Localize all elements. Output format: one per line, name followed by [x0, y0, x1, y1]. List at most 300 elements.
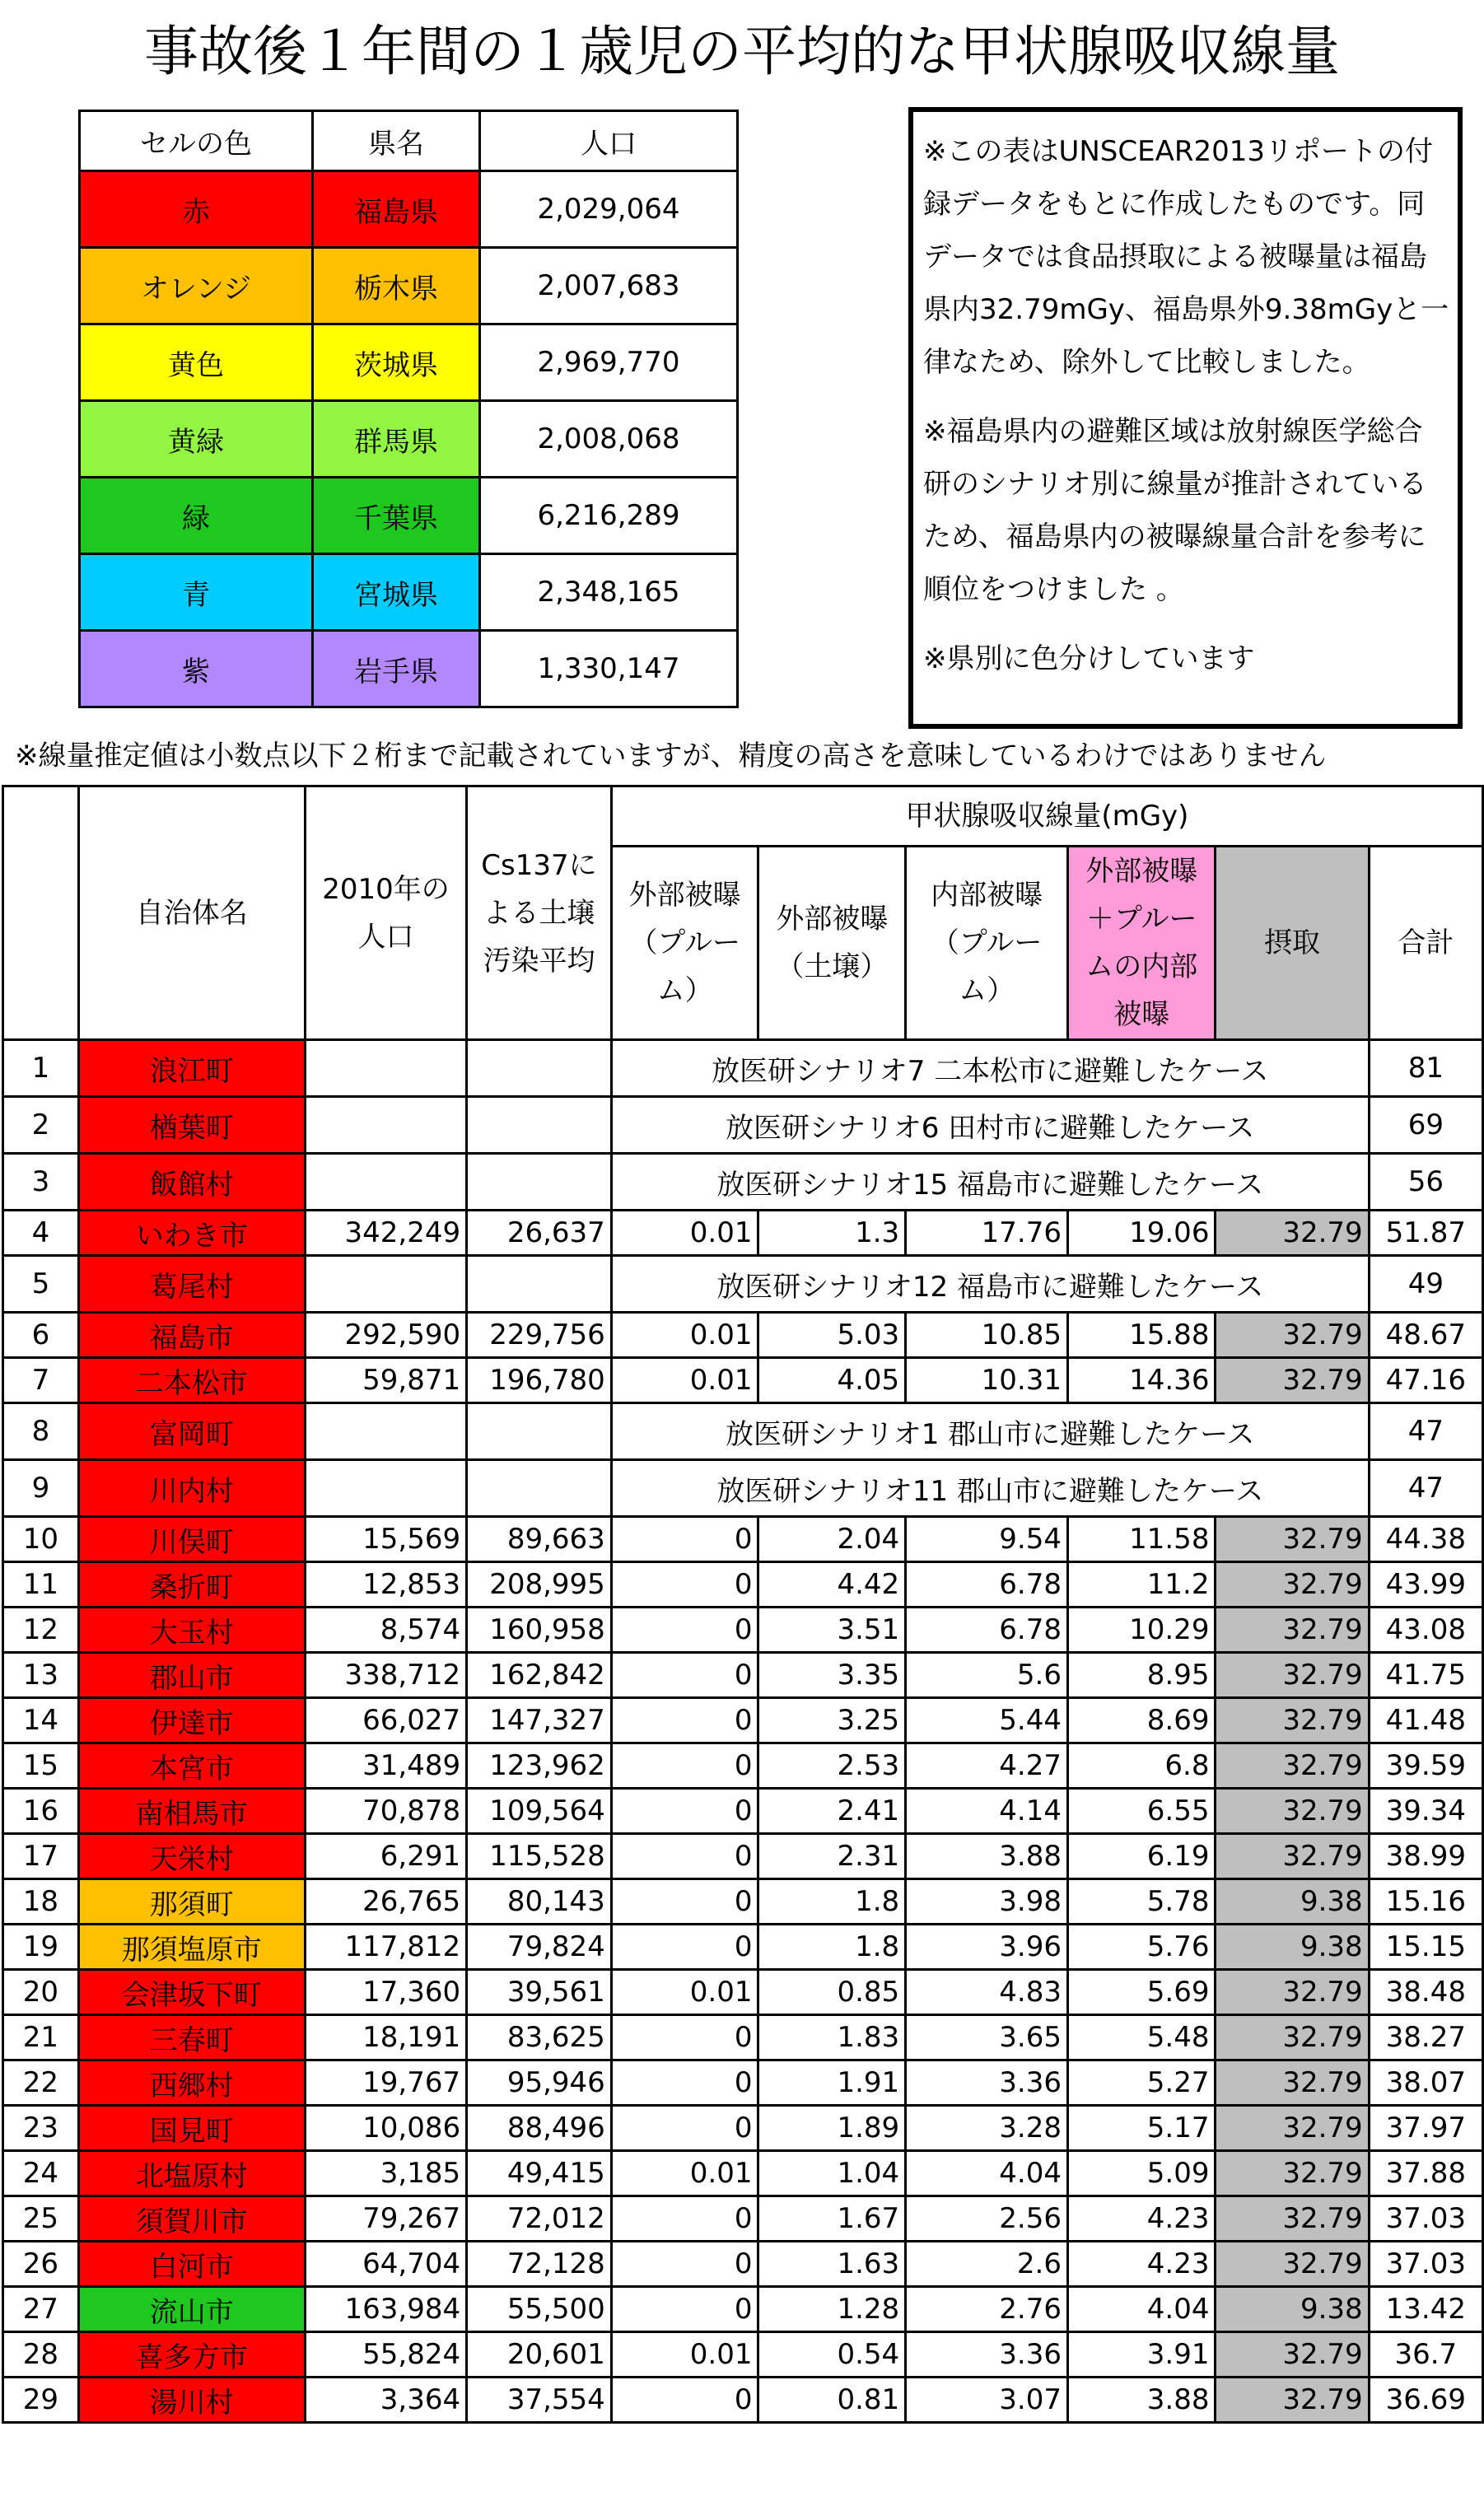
- total-cell: 48.67: [1369, 1313, 1482, 1358]
- scenario-cell: 放医研シナリオ15 福島市に避難したケース: [611, 1154, 1369, 1211]
- municipality-cell: 川俣町: [78, 1517, 305, 1562]
- ingest-cell: 32.79: [1216, 1211, 1369, 1256]
- note-2: ※福島県内の避難区域は放射線医学総合研のシナリオ別に線量が推計されているため、福島県内の被曝線量合計を参考に順位をつけました 。: [923, 415, 1427, 606]
- int-plume-cell: 2.56: [906, 2196, 1068, 2242]
- legend-pop: 2,348,165: [480, 554, 738, 631]
- ext-int-cell: 6.55: [1067, 1789, 1215, 1834]
- rank-cell: 26: [3, 2242, 79, 2287]
- rank-cell: 17: [3, 1834, 79, 1879]
- ext-int-cell: 8.69: [1067, 1698, 1215, 1743]
- pop-cell: 55,824: [305, 2332, 466, 2378]
- legend-pref: 群馬県: [313, 401, 480, 478]
- rank-cell: 5: [3, 1256, 79, 1313]
- cs-cell: 229,756: [467, 1313, 612, 1358]
- pop-cell: [305, 1154, 466, 1211]
- rank-cell: 12: [3, 1608, 79, 1653]
- ingest-cell: 32.79: [1216, 2015, 1369, 2060]
- ingest-cell: 32.79: [1216, 1698, 1369, 1743]
- legend-color-name: 青: [80, 554, 313, 631]
- total-cell: 36.69: [1369, 2378, 1482, 2423]
- ingest-cell: 32.79: [1216, 2106, 1369, 2151]
- municipality-cell: 浪江町: [78, 1040, 305, 1097]
- table-row: [3, 1879, 1483, 1925]
- legend-color-name: 黄色: [80, 324, 313, 401]
- municipality-cell: 北塩原村: [78, 2151, 305, 2196]
- ext-int-cell: 11.2: [1067, 1562, 1215, 1608]
- ext-soil-cell: 1.67: [758, 2196, 906, 2242]
- pop-cell: 66,027: [305, 1698, 466, 1743]
- ext-soil-cell: 3.25: [758, 1698, 906, 1743]
- ingest-cell: 32.79: [1216, 1789, 1369, 1834]
- pop-cell: 70,878: [305, 1789, 466, 1834]
- header-pop: 2010年の人口: [305, 786, 466, 1040]
- municipality-cell: 本宮市: [78, 1743, 305, 1789]
- total-cell: 39.59: [1369, 1743, 1482, 1789]
- total-cell: 47.16: [1369, 1358, 1482, 1403]
- int-plume-cell: 3.88: [906, 1834, 1068, 1879]
- total-cell: 38.07: [1369, 2060, 1482, 2106]
- legend-pop: 2,969,770: [480, 324, 738, 401]
- municipality-cell: 郡山市: [78, 1653, 305, 1698]
- total-cell: 38.27: [1369, 2015, 1482, 2060]
- municipality-cell: 那須塩原市: [78, 1925, 305, 1970]
- ext-plume-cell: 0: [611, 2378, 758, 2423]
- table-row: [3, 1970, 1483, 2015]
- ext-plume-cell: 0: [611, 1517, 758, 1562]
- ext-soil-cell: 2.31: [758, 1834, 906, 1879]
- int-plume-cell: 3.28: [906, 2106, 1068, 2151]
- legend-pref: 栃木県: [313, 248, 480, 324]
- page-title: 事故後１年間の１歳児の平均的な甲状腺吸収線量: [144, 20, 1340, 83]
- legend-color-name: 紫: [80, 631, 313, 707]
- ext-int-cell: 8.95: [1067, 1653, 1215, 1698]
- ext-int-cell: 5.09: [1067, 2151, 1215, 2196]
- total-cell: 38.48: [1369, 1970, 1482, 2015]
- table-row: [3, 1460, 1483, 1517]
- rank-cell: 16: [3, 1789, 79, 1834]
- ext-plume-cell: 0.01: [611, 1970, 758, 2015]
- ext-soil-cell: 2.04: [758, 1517, 906, 1562]
- ext-plume-cell: 0: [611, 1698, 758, 1743]
- total-cell: 37.97: [1369, 2106, 1482, 2151]
- table-row: [3, 2242, 1483, 2287]
- rank-cell: 20: [3, 1970, 79, 2015]
- municipality-cell: 西郷村: [78, 2060, 305, 2106]
- pop-cell: 17,360: [305, 1970, 466, 2015]
- ext-soil-cell: 4.42: [758, 1562, 906, 1608]
- ext-plume-cell: 0: [611, 1834, 758, 1879]
- municipality-cell: 川内村: [78, 1460, 305, 1517]
- table-row: [3, 1925, 1483, 1970]
- rank-cell: 24: [3, 2151, 79, 2196]
- ext-plume-cell: 0: [611, 2242, 758, 2287]
- total-cell: 15.16: [1369, 1879, 1482, 1925]
- ext-int-cell: 4.23: [1067, 2196, 1215, 2242]
- rank-cell: 13: [3, 1653, 79, 1698]
- legend-pref: 千葉県: [313, 478, 480, 554]
- cs-cell: 37,554: [467, 2378, 612, 2423]
- int-plume-cell: 17.76: [906, 1211, 1068, 1256]
- rank-cell: 14: [3, 1698, 79, 1743]
- ingest-cell: 32.79: [1216, 1313, 1369, 1358]
- ext-soil-cell: 1.8: [758, 1879, 906, 1925]
- ext-soil-cell: 3.35: [758, 1653, 906, 1698]
- scenario-cell: 放医研シナリオ6 田村市に避難したケース: [611, 1097, 1369, 1154]
- pop-cell: 8,574: [305, 1608, 466, 1653]
- ext-soil-cell: 1.63: [758, 2242, 906, 2287]
- rank-cell: 28: [3, 2332, 79, 2378]
- header-ingest: 摂取: [1216, 847, 1369, 1040]
- ext-plume-cell: 0.01: [611, 1358, 758, 1403]
- total-cell: 69: [1369, 1097, 1482, 1154]
- ext-plume-cell: 0: [611, 1608, 758, 1653]
- municipality-cell: 流山市: [78, 2287, 305, 2332]
- int-plume-cell: 9.54: [906, 1517, 1068, 1562]
- ingest-cell: 32.79: [1216, 1653, 1369, 1698]
- ext-soil-cell: 0.81: [758, 2378, 906, 2423]
- table-row: [3, 1789, 1483, 1834]
- cs-cell: [467, 1460, 612, 1517]
- ext-int-cell: 5.48: [1067, 2015, 1215, 2060]
- ext-int-cell: 3.91: [1067, 2332, 1215, 2378]
- ext-soil-cell: 1.83: [758, 2015, 906, 2060]
- cs-cell: 147,327: [467, 1698, 612, 1743]
- table-row: [3, 1653, 1483, 1698]
- rank-cell: 2: [3, 1097, 79, 1154]
- total-cell: 15.15: [1369, 1925, 1482, 1970]
- caveat-text: ※線量推定値は小数点以下２桁まで記載されていますが、精度の高さを意味しているわけではありません: [15, 740, 1327, 772]
- int-plume-cell: 4.04: [906, 2151, 1068, 2196]
- ingest-cell: 32.79: [1216, 1562, 1369, 1608]
- table-row: [3, 2287, 1483, 2332]
- rank-cell: 29: [3, 2378, 79, 2423]
- total-cell: 38.99: [1369, 1834, 1482, 1879]
- municipality-cell: 富岡町: [78, 1403, 305, 1460]
- legend-pref: 宮城県: [313, 554, 480, 631]
- cs-cell: [467, 1256, 612, 1313]
- header-ext-int: 外部被曝＋プルームの内部被曝: [1067, 847, 1215, 1040]
- cs-cell: 20,601: [467, 2332, 612, 2378]
- ext-int-cell: 4.04: [1067, 2287, 1215, 2332]
- total-cell: 47: [1369, 1460, 1482, 1517]
- cs-cell: 160,958: [467, 1608, 612, 1653]
- ext-soil-cell: 1.8: [758, 1925, 906, 1970]
- table-row: [3, 2196, 1483, 2242]
- note-3: ※県別に色分けしています: [923, 642, 1255, 675]
- municipality-cell: 天栄村: [78, 1834, 305, 1879]
- pop-cell: 3,364: [305, 2378, 466, 2423]
- table-row: [3, 1608, 1483, 1653]
- legend-row: [80, 324, 738, 401]
- ext-int-cell: 10.29: [1067, 1608, 1215, 1653]
- pop-cell: [305, 1460, 466, 1517]
- total-cell: 36.7: [1369, 2332, 1482, 2378]
- ingest-cell: 32.79: [1216, 1608, 1369, 1653]
- pop-cell: 31,489: [305, 1743, 466, 1789]
- total-cell: 13.42: [1369, 2287, 1482, 2332]
- legend-header: 県名: [313, 111, 480, 171]
- ext-plume-cell: 0.01: [611, 2332, 758, 2378]
- pop-cell: 3,185: [305, 2151, 466, 2196]
- total-cell: 47: [1369, 1403, 1482, 1460]
- pop-cell: [305, 1040, 466, 1097]
- header-group: 甲状腺吸収線量(mGy): [611, 786, 1482, 847]
- cs-cell: 95,946: [467, 2060, 612, 2106]
- ingest-cell: 32.79: [1216, 1517, 1369, 1562]
- ingest-cell: 32.79: [1216, 2196, 1369, 2242]
- header-total: 合計: [1369, 847, 1482, 1040]
- pop-cell: 26,765: [305, 1879, 466, 1925]
- rank-cell: 18: [3, 1879, 79, 1925]
- legend-header: セルの色: [80, 111, 313, 171]
- pop-cell: 64,704: [305, 2242, 466, 2287]
- municipality-cell: 南相馬市: [78, 1789, 305, 1834]
- cs-cell: 39,561: [467, 1970, 612, 2015]
- municipality-cell: 国見町: [78, 2106, 305, 2151]
- pop-cell: 342,249: [305, 1211, 466, 1256]
- ext-int-cell: 5.76: [1067, 1925, 1215, 1970]
- cs-cell: 208,995: [467, 1562, 612, 1608]
- int-plume-cell: 2.76: [906, 2287, 1068, 2332]
- int-plume-cell: 6.78: [906, 1562, 1068, 1608]
- pop-cell: 18,191: [305, 2015, 466, 2060]
- int-plume-cell: 4.27: [906, 1743, 1068, 1789]
- rank-cell: 19: [3, 1925, 79, 1970]
- ext-soil-cell: 0.85: [758, 1970, 906, 2015]
- cs-cell: 49,415: [467, 2151, 612, 2196]
- header-name: 自治体名: [78, 786, 305, 1040]
- pop-cell: 292,590: [305, 1313, 466, 1358]
- ext-plume-cell: 0: [611, 2106, 758, 2151]
- ext-soil-cell: 1.04: [758, 2151, 906, 2196]
- header-cs: Cs137による土壌汚染平均: [467, 786, 612, 1040]
- municipality-cell: 会津坂下町: [78, 1970, 305, 2015]
- cs-cell: [467, 1040, 612, 1097]
- table-row: [3, 1403, 1483, 1460]
- municipality-cell: 那須町: [78, 1879, 305, 1925]
- total-cell: 56: [1369, 1154, 1482, 1211]
- municipality-cell: 楢葉町: [78, 1097, 305, 1154]
- pop-cell: 15,569: [305, 1517, 466, 1562]
- int-plume-cell: 3.07: [906, 2378, 1068, 2423]
- ext-soil-cell: 1.89: [758, 2106, 906, 2151]
- legend-table: [78, 110, 739, 708]
- table-row: [3, 1040, 1483, 1097]
- total-cell: 41.48: [1369, 1698, 1482, 1743]
- table-row: [3, 1313, 1483, 1358]
- ext-plume-cell: 0: [611, 2287, 758, 2332]
- int-plume-cell: 10.85: [906, 1313, 1068, 1358]
- pop-cell: [305, 1256, 466, 1313]
- ingest-cell: 32.79: [1216, 1743, 1369, 1789]
- legend-pop: 1,330,147: [480, 631, 738, 707]
- header-int-plume: 内部被曝（プルーム）: [906, 847, 1068, 1040]
- ext-plume-cell: 0: [611, 2060, 758, 2106]
- ext-soil-cell: 2.41: [758, 1789, 906, 1834]
- cs-cell: [467, 1154, 612, 1211]
- total-cell: 44.38: [1369, 1517, 1482, 1562]
- scenario-cell: 放医研シナリオ1 郡山市に避難したケース: [611, 1403, 1369, 1460]
- ext-plume-cell: 0: [611, 2196, 758, 2242]
- rank-cell: 10: [3, 1517, 79, 1562]
- ext-soil-cell: 1.91: [758, 2060, 906, 2106]
- table-row: [3, 1097, 1483, 1154]
- total-cell: 49: [1369, 1256, 1482, 1313]
- dose-table: [2, 785, 1484, 2424]
- pop-cell: [305, 1097, 466, 1154]
- table-row: [3, 2332, 1483, 2378]
- ingest-cell: 32.79: [1216, 2242, 1369, 2287]
- ext-plume-cell: 0: [611, 1925, 758, 1970]
- ingest-cell: 9.38: [1216, 1925, 1369, 1970]
- table-row: [3, 1256, 1483, 1313]
- legend-color-name: オレンジ: [80, 248, 313, 324]
- legend-row: [80, 248, 738, 324]
- municipality-cell: 飯館村: [78, 1154, 305, 1211]
- legend-pref: 福島県: [313, 171, 480, 248]
- table-row: [3, 2015, 1483, 2060]
- pop-cell: 163,984: [305, 2287, 466, 2332]
- rank-cell: 11: [3, 1562, 79, 1608]
- int-plume-cell: 10.31: [906, 1358, 1068, 1403]
- municipality-cell: 三春町: [78, 2015, 305, 2060]
- cs-cell: [467, 1403, 612, 1460]
- ingest-cell: 32.79: [1216, 1970, 1369, 2015]
- cs-cell: [467, 1097, 612, 1154]
- total-cell: 41.75: [1369, 1653, 1482, 1698]
- total-cell: 43.99: [1369, 1562, 1482, 1608]
- cs-cell: 55,500: [467, 2287, 612, 2332]
- table-row: [3, 2378, 1483, 2423]
- legend-row: [80, 171, 738, 248]
- ext-int-cell: 5.69: [1067, 1970, 1215, 2015]
- ext-soil-cell: 3.51: [758, 1608, 906, 1653]
- cs-cell: 79,824: [467, 1925, 612, 1970]
- table-row: [3, 2106, 1483, 2151]
- ingest-cell: 32.79: [1216, 2378, 1369, 2423]
- scenario-cell: 放医研シナリオ11 郡山市に避難したケース: [611, 1460, 1369, 1517]
- legend-row: [80, 631, 738, 707]
- total-cell: 39.34: [1369, 1789, 1482, 1834]
- legend-pop: 6,216,289: [480, 478, 738, 554]
- municipality-cell: いわき市: [78, 1211, 305, 1256]
- ext-plume-cell: 0.01: [611, 1313, 758, 1358]
- municipality-cell: 大玉村: [78, 1608, 305, 1653]
- legend-pop: 2,008,068: [480, 401, 738, 478]
- ext-plume-cell: 0.01: [611, 1211, 758, 1256]
- ext-plume-cell: 0: [611, 1789, 758, 1834]
- ext-int-cell: 5.27: [1067, 2060, 1215, 2106]
- ext-int-cell: 11.58: [1067, 1517, 1215, 1562]
- total-cell: 43.08: [1369, 1608, 1482, 1653]
- rank-cell: 21: [3, 2015, 79, 2060]
- header-ext-soil: 外部被曝（土壌）: [758, 847, 906, 1040]
- cs-cell: 89,663: [467, 1517, 612, 1562]
- pop-cell: 12,853: [305, 1562, 466, 1608]
- ext-plume-cell: 0: [611, 1653, 758, 1698]
- pop-cell: 338,712: [305, 1653, 466, 1698]
- ext-int-cell: 6.8: [1067, 1743, 1215, 1789]
- cs-cell: 72,012: [467, 2196, 612, 2242]
- ext-soil-cell: 1.3: [758, 1211, 906, 1256]
- total-cell: 37.03: [1369, 2242, 1482, 2287]
- municipality-cell: 白河市: [78, 2242, 305, 2287]
- ext-int-cell: 4.23: [1067, 2242, 1215, 2287]
- municipality-cell: 喜多方市: [78, 2332, 305, 2378]
- legend-row: [80, 554, 738, 631]
- rank-cell: 8: [3, 1403, 79, 1460]
- ext-soil-cell: 0.54: [758, 2332, 906, 2378]
- rank-cell: 22: [3, 2060, 79, 2106]
- ext-plume-cell: 0: [611, 2015, 758, 2060]
- ext-soil-cell: 2.53: [758, 1743, 906, 1789]
- ext-soil-cell: 1.28: [758, 2287, 906, 2332]
- legend-color-name: 緑: [80, 478, 313, 554]
- note-1: ※この表はUNSCEAR2013リポートの付録データをもとに作成したものです。同データでは食品摂取による被曝量は福島県内32.79mGy、福島県外9.38mGyと一律なため、除外して比較しました。: [923, 135, 1449, 379]
- pop-cell: 19,767: [305, 2060, 466, 2106]
- ext-int-cell: 5.78: [1067, 1879, 1215, 1925]
- pop-cell: 6,291: [305, 1834, 466, 1879]
- rank-cell: 27: [3, 2287, 79, 2332]
- table-row: [3, 1698, 1483, 1743]
- table-row: [3, 1358, 1483, 1403]
- note-box: [908, 107, 1463, 729]
- ext-plume-cell: 0.01: [611, 2151, 758, 2196]
- legend-pref: 岩手県: [313, 631, 480, 707]
- ingest-cell: 9.38: [1216, 1879, 1369, 1925]
- ingest-cell: 32.79: [1216, 2332, 1369, 2378]
- scenario-cell: 放医研シナリオ12 福島市に避難したケース: [611, 1256, 1369, 1313]
- cs-cell: 88,496: [467, 2106, 612, 2151]
- ext-soil-cell: 5.03: [758, 1313, 906, 1358]
- ext-int-cell: 6.19: [1067, 1834, 1215, 1879]
- ext-plume-cell: 0: [611, 1743, 758, 1789]
- rank-cell: 23: [3, 2106, 79, 2151]
- table-row: [3, 1743, 1483, 1789]
- int-plume-cell: 2.6: [906, 2242, 1068, 2287]
- rank-cell: 3: [3, 1154, 79, 1211]
- int-plume-cell: 3.65: [906, 2015, 1068, 2060]
- pop-cell: 79,267: [305, 2196, 466, 2242]
- cs-cell: 80,143: [467, 1879, 612, 1925]
- ext-soil-cell: 4.05: [758, 1358, 906, 1403]
- pop-cell: 117,812: [305, 1925, 466, 1970]
- ext-int-cell: 15.88: [1067, 1313, 1215, 1358]
- municipality-cell: 須賀川市: [78, 2196, 305, 2242]
- legend-pref: 茨城県: [313, 324, 480, 401]
- table-row: [3, 1211, 1483, 1256]
- ext-int-cell: 14.36: [1067, 1358, 1215, 1403]
- rank-cell: 9: [3, 1460, 79, 1517]
- cs-cell: 109,564: [467, 1789, 612, 1834]
- ingest-cell: 32.79: [1216, 1358, 1369, 1403]
- rank-cell: 15: [3, 1743, 79, 1789]
- table-row: [3, 1562, 1483, 1608]
- int-plume-cell: 3.36: [906, 2332, 1068, 2378]
- table-row: [3, 1154, 1483, 1211]
- legend-pop: 2,029,064: [480, 171, 738, 248]
- pop-cell: 59,871: [305, 1358, 466, 1403]
- rank-cell: 4: [3, 1211, 79, 1256]
- int-plume-cell: 6.78: [906, 1608, 1068, 1653]
- ext-int-cell: 3.88: [1067, 2378, 1215, 2423]
- pop-cell: 10,086: [305, 2106, 466, 2151]
- municipality-cell: 福島市: [78, 1313, 305, 1358]
- int-plume-cell: 3.36: [906, 2060, 1068, 2106]
- municipality-cell: 桑折町: [78, 1562, 305, 1608]
- cs-cell: 26,637: [467, 1211, 612, 1256]
- total-cell: 37.88: [1369, 2151, 1482, 2196]
